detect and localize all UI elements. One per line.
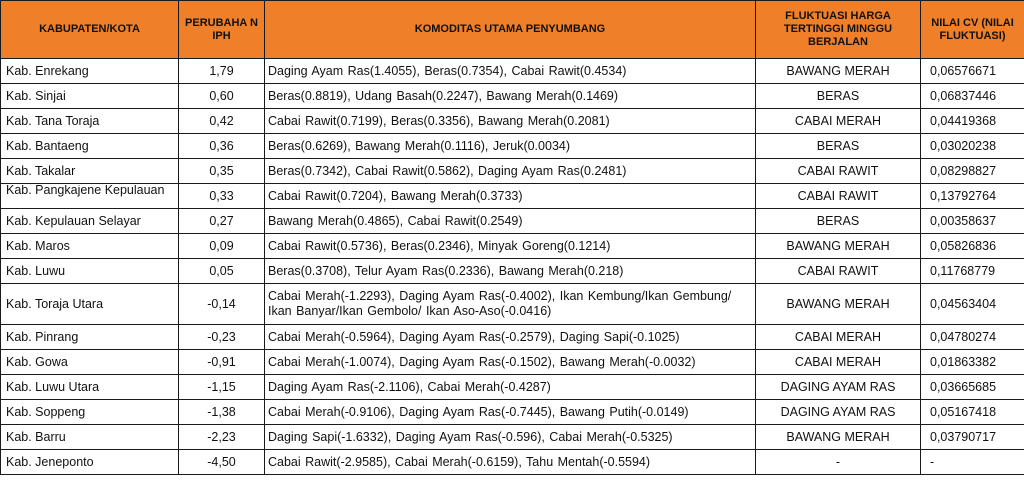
- cell-komoditas: Daging Ayam Ras(1.4055), Beras(0.7354), Cabai Rawit(0.4534): [265, 59, 756, 84]
- cell-perubahan-iph: 0,05: [179, 259, 265, 284]
- cell-kabupaten: Kab. Gowa: [1, 350, 179, 375]
- cell-kabupaten: Kab. Luwu: [1, 259, 179, 284]
- table-row: [1, 259, 1024, 284]
- cell-fluktuasi: CABAI MERAH: [756, 109, 921, 134]
- cell-perubahan-iph: 0,27: [179, 209, 265, 234]
- cell-perubahan-iph: 0,09: [179, 234, 265, 259]
- cell-kabupaten: Kab. Barru: [1, 425, 179, 450]
- cell-fluktuasi: BAWANG MERAH: [756, 284, 921, 325]
- header-fluktuasi: FLUKTUASI HARGA TERTINGGI MINGGU BERJALAN: [756, 1, 921, 59]
- table-row: [1, 325, 1024, 350]
- cell-komoditas: Beras(0.8819), Udang Basah(0.2247), Bawang Merah(0.1469): [265, 84, 756, 109]
- cell-komoditas: Beras(0.3708), Telur Ayam Ras(0.2336), Bawang Merah(0.218): [265, 259, 756, 284]
- cell-kabupaten: Kab. Soppeng: [1, 400, 179, 425]
- cell-komoditas: Daging Ayam Ras(-2.1106), Cabai Merah(-0.4287): [265, 375, 756, 400]
- cell-fluktuasi: -: [756, 450, 921, 475]
- cell-fluktuasi: BERAS: [756, 209, 921, 234]
- cell-komoditas: Cabai Merah(-0.9106), Daging Ayam Ras(-0.7445), Bawang Putih(-0.0149): [265, 400, 756, 425]
- table-row: [1, 375, 1024, 400]
- cell-fluktuasi: DAGING AYAM RAS: [756, 375, 921, 400]
- cell-kabupaten: Kab. Toraja Utara: [1, 284, 179, 325]
- cell-komoditas: Cabai Rawit(0.7204), Bawang Merah(0.3733): [265, 184, 756, 209]
- cell-nilai-cv: 0,01863382: [921, 350, 1024, 375]
- cell-nilai-cv: 0,05167418: [921, 400, 1024, 425]
- cell-nilai-cv: 0,04419368: [921, 109, 1024, 134]
- table-row: [1, 425, 1024, 450]
- cell-fluktuasi: CABAI MERAH: [756, 325, 921, 350]
- cell-kabupaten: Kab. Sinjai: [1, 84, 179, 109]
- cell-kabupaten: Kab. Enrekang: [1, 59, 179, 84]
- cell-fluktuasi: CABAI MERAH: [756, 350, 921, 375]
- table-row: [1, 109, 1024, 134]
- cell-kabupaten: Kab. Luwu Utara: [1, 375, 179, 400]
- cell-perubahan-iph: 1,79: [179, 59, 265, 84]
- cell-kabupaten-text: Kab. Pangkajene Kepulauan: [6, 185, 165, 197]
- cell-fluktuasi: BAWANG MERAH: [756, 59, 921, 84]
- cell-nilai-cv: 0,08298827: [921, 159, 1024, 184]
- table-row: [1, 209, 1024, 234]
- cell-fluktuasi: BERAS: [756, 84, 921, 109]
- header-kabupaten: KABUPATEN/KOTA: [1, 1, 179, 59]
- cell-fluktuasi: BERAS: [756, 134, 921, 159]
- cell-kabupaten: Kab. Takalar: [1, 159, 179, 184]
- header-perubahan-iph: PERUBAHA N IPH: [179, 1, 265, 59]
- cell-komoditas: Cabai Rawit(0.5736), Beras(0.2346), Minyak Goreng(0.1214): [265, 234, 756, 259]
- cell-fluktuasi: CABAI RAWIT: [756, 184, 921, 209]
- cell-nilai-cv: 0,03665685: [921, 375, 1024, 400]
- cell-perubahan-iph: -0,23: [179, 325, 265, 350]
- cell-komoditas: Cabai Rawit(-2.9585), Cabai Merah(-0.6159), Tahu Mentah(-0.5594): [265, 450, 756, 475]
- cell-komoditas: Bawang Merah(0.4865), Cabai Rawit(0.2549): [265, 209, 756, 234]
- cell-perubahan-iph: 0,60: [179, 84, 265, 109]
- cell-perubahan-iph: -0,14: [179, 284, 265, 325]
- header-row: [1, 1, 1024, 59]
- cell-nilai-cv: 0,06576671: [921, 59, 1024, 84]
- cell-nilai-cv: -: [921, 450, 1024, 475]
- cell-perubahan-iph: -4,50: [179, 450, 265, 475]
- cell-nilai-cv: 0,05826836: [921, 234, 1024, 259]
- cell-kabupaten: Kab. Maros: [1, 234, 179, 259]
- cell-kabupaten: Kab. Tana Toraja: [1, 109, 179, 134]
- cell-perubahan-iph: -1,38: [179, 400, 265, 425]
- header-komoditas: KOMODITAS UTAMA PENYUMBANG: [265, 1, 756, 59]
- cell-perubahan-iph: -1,15: [179, 375, 265, 400]
- cell-nilai-cv: 0,13792764: [921, 184, 1024, 209]
- table-row: [1, 234, 1024, 259]
- table-row: [1, 284, 1024, 325]
- table-row: [1, 134, 1024, 159]
- cell-perubahan-iph: -2,23: [179, 425, 265, 450]
- cell-komoditas: Cabai Merah(-1.0074), Daging Ayam Ras(-0.1502), Bawang Merah(-0.0032): [265, 350, 756, 375]
- cell-perubahan-iph: 0,35: [179, 159, 265, 184]
- cell-kabupaten: [1, 184, 179, 209]
- cell-kabupaten: Kab. Pinrang: [1, 325, 179, 350]
- cell-nilai-cv: 0,03790717: [921, 425, 1024, 450]
- cell-komoditas: Beras(0.7342), Cabai Rawit(0.5862), Daging Ayam Ras(0.2481): [265, 159, 756, 184]
- cell-komoditas: Daging Sapi(-1.6332), Daging Ayam Ras(-0.596), Cabai Merah(-0.5325): [265, 425, 756, 450]
- cell-komoditas: Cabai Merah(-0.5964), Daging Ayam Ras(-0.2579), Daging Sapi(-0.1025): [265, 325, 756, 350]
- cell-komoditas: Cabai Merah(-1.2293), Daging Ayam Ras(-0.4002), Ikan Kembung/Ikan Gembung/ Ikan Banyar/Ikan Gembolo/ Ikan Aso-Aso(-0.0416): [265, 284, 756, 325]
- cell-kabupaten: Kab. Bantaeng: [1, 134, 179, 159]
- table-row: [1, 59, 1024, 84]
- cell-fluktuasi: BAWANG MERAH: [756, 425, 921, 450]
- table-row: [1, 159, 1024, 184]
- cell-nilai-cv: 0,06837446: [921, 84, 1024, 109]
- cell-nilai-cv: 0,04563404: [921, 284, 1024, 325]
- table-row: [1, 400, 1024, 425]
- table-row: [1, 350, 1024, 375]
- cell-perubahan-iph: 0,36: [179, 134, 265, 159]
- cell-fluktuasi: CABAI RAWIT: [756, 259, 921, 284]
- table-row: [1, 184, 1024, 209]
- table-row: [1, 450, 1024, 475]
- table-row: [1, 84, 1024, 109]
- cell-perubahan-iph: -0,91: [179, 350, 265, 375]
- cell-fluktuasi: BAWANG MERAH: [756, 234, 921, 259]
- cell-fluktuasi: CABAI RAWIT: [756, 159, 921, 184]
- cell-komoditas: Cabai Rawit(0.7199), Beras(0.3356), Bawang Merah(0.2081): [265, 109, 756, 134]
- cell-komoditas: Beras(0.6269), Bawang Merah(0.1116), Jeruk(0.0034): [265, 134, 756, 159]
- cell-nilai-cv: 0,04780274: [921, 325, 1024, 350]
- cell-nilai-cv: 0,11768779: [921, 259, 1024, 284]
- cell-nilai-cv: 0,03020238: [921, 134, 1024, 159]
- cell-perubahan-iph: 0,33: [179, 184, 265, 209]
- cell-kabupaten: Kab. Jeneponto: [1, 450, 179, 475]
- cell-kabupaten: Kab. Kepulauan Selayar: [1, 209, 179, 234]
- cell-fluktuasi: DAGING AYAM RAS: [756, 400, 921, 425]
- cell-nilai-cv: 0,00358637: [921, 209, 1024, 234]
- cell-perubahan-iph: 0,42: [179, 109, 265, 134]
- header-nilai-cv: NILAI CV (NILAI FLUKTUASI): [921, 1, 1024, 59]
